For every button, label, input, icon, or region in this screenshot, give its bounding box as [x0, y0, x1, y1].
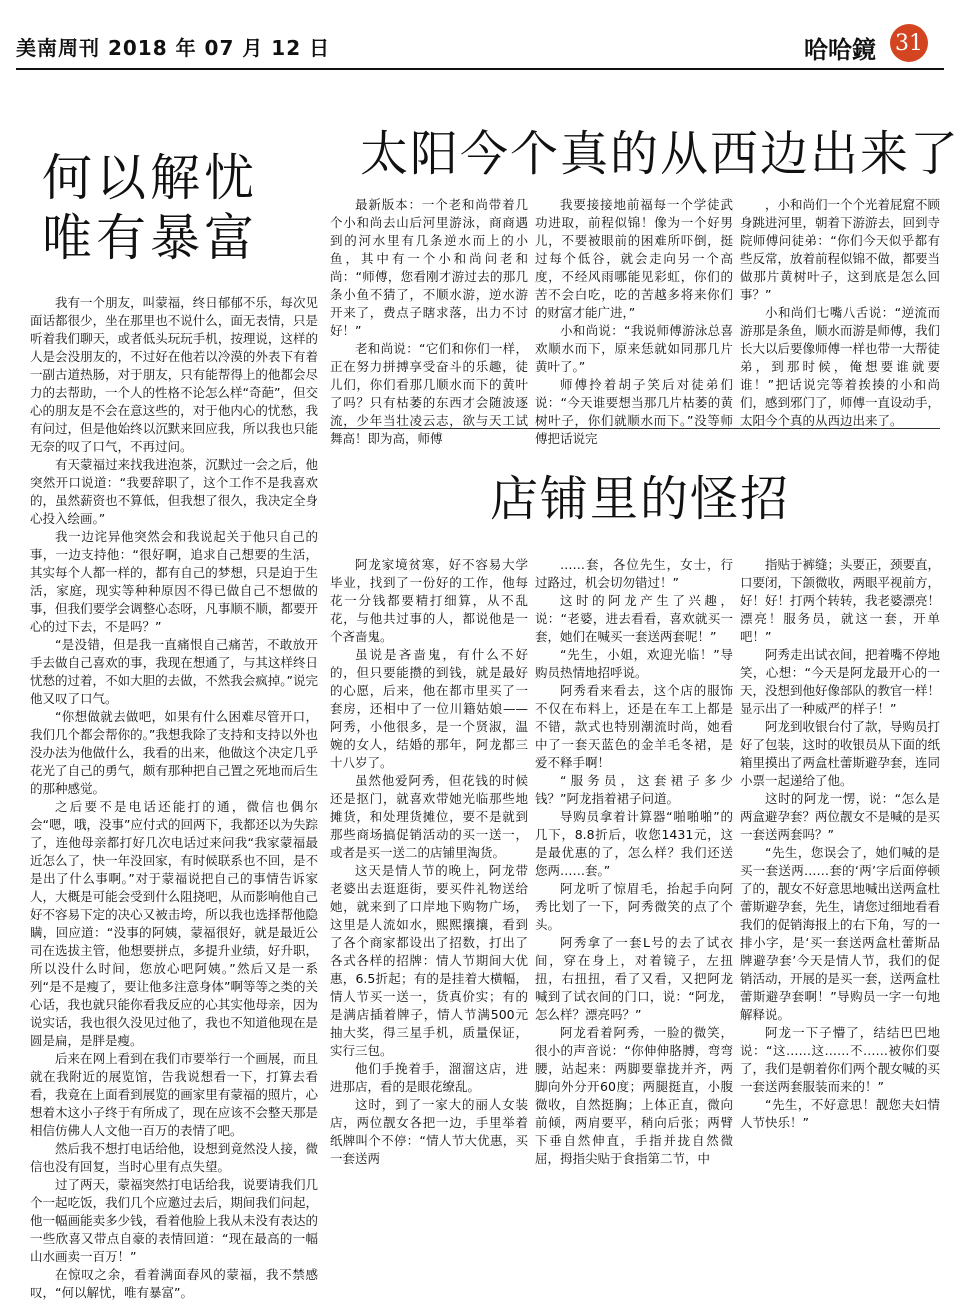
article1-title-line1: 何以解忧 — [42, 149, 258, 207]
paragraph: 阿龙到收银台付了款，导购员打好了包装，这时的收银员从下面的纸箱里摸出了两盒杜蕾斯避孕套，连同小票一起递给了他。 — [740, 719, 941, 788]
article2-col3 — [740, 196, 941, 428]
article3-col1 — [330, 556, 528, 1166]
paragraph: 阿秀走出试衣间，把着嘴不停地笑，心想：“今天是阿龙最开心的一天，没想到他好像部队的教官一样！显示出了一种威严的样子！” — [740, 647, 941, 716]
paragraph: 指贴于裤缝；头要正，颈要直，口要闭，下颌微收，两眼平视前方，好！好！打两个转转，我老婆漂亮！漂亮！服务员，就这一套，开单吧！” — [740, 557, 941, 644]
paragraph: 阿龙一下子懵了，结结巴巴地说：“这……这……不……被你们耍了，我们是朝着你们两个靓女喊的买一套送两套服装而来的！” — [740, 1025, 941, 1094]
paragraph: 后来在网上看到在我们市要举行一个画展，而且就在我附近的展览馆，告我说想看一下，打算去看看，我竟在上面看到展览的画家里有蒙福的照片，心想着木这小子终于有所成了，现在应该不会整天那是相信仿佛人人文他一百万的表情了吧。 — [30, 1051, 318, 1138]
paragraph: 虽然他爱阿秀，但花钱的时候还是抠门，就喜欢带她光临那些地摊货，和处理货摊位，要不是就到那些商场搞促销活动的买一送一，或者是买一送二的店铺里淘货。 — [330, 773, 528, 860]
paragraph: 在惊叹之余，看着满面春风的蒙福，我不禁感叹，“何以解忧，唯有暴富”。 — [30, 1267, 318, 1300]
article3-col3 — [740, 556, 941, 1130]
publication-date: 美南周刊 2018 年 07 月 12 日 — [16, 36, 331, 60]
paragraph: 有天蒙福过来找我进泡茶，沉默过一会之后，他突然开口说道：“我要辞职了，这个工作不是我喜欢的，虽然薪资也不算低，但我想了很久，我决定全身心投入绘画。” — [30, 457, 318, 526]
paragraph: 然后我不想打电话给他，设想到竟然没人接，微信也没有回复，当时心里有点失望。 — [30, 1141, 318, 1174]
paragraph: 我有一个朋友，叫蒙福，终日郁郁不乐，每次见面话都很少，坐在那里也不说什么，面无表情，只是听着我们聊天，或者低头玩玩手机，按理说，这样的人是会没朋友的，不过好在他若以冷漠的外表下有着一副古道热肠，对于朋友，只有能帮得上的他都会尽力的去帮助，一个人的性格不论怎么样“奇葩”，但交心的朋友是不会在意这些的，对于他内心的忧愁，我有问过，但是他始终以沉默来回应我，所以我也只能无奈的叹了口气，不再过问。 — [30, 295, 318, 454]
paragraph: 阿龙看着阿秀，一脸的微笑，很小的声音说：“你伸伸胳膊，弯弯腰，站起来：两脚要靠拢并齐，两脚向外分开60度；两腿挺直，小腹微收，自然挺胸；上体正直，微向前倾，两肩要平，稍向后张；两臂下垂自然伸直，手指并拢自然微屈，拇指尖贴于食指第二节，中 — [535, 1025, 733, 1166]
section-divider — [330, 428, 940, 429]
paragraph: “是没错，但是我一直痛恨自己痛苦，不敢放开手去做自己喜欢的事，我现在想通了，与其这样终日忧愁的过着，不如大胆的去做，不然我会疯掉。”说完他又叹了口气。 — [30, 637, 318, 706]
paragraph: 过了两天，蒙福突然打电话给我，说要请我们几个一起吃饭，我们几个应邀过去后，期间我们问起，他一幅画能卖多少钱，看着他脸上我从未没有表达的一些欣喜又带点自豪的表情回道：“现在最高的一幅山水画卖一百万！” — [30, 1177, 318, 1264]
paragraph: 这时的阿龙一愣，说：“怎么是两盒避孕套？两位靓女不是喊的是买一套送两套吗？” — [740, 791, 941, 842]
paragraph: 阿龙听了惊眉毛，抬起手向阿秀比划了一下，阿秀微笑的点了个头。 — [535, 881, 733, 932]
paragraph: ……套，各位先生，女士，行过路过，机会切勿错过！” — [535, 557, 733, 590]
masthead-rule — [16, 68, 944, 70]
paragraph: “先生，不好意思！靓您夫妇情人节快乐！” — [740, 1097, 940, 1130]
article2-col2 — [535, 196, 733, 446]
paragraph: 最新版本：一个老和尚带着几个小和尚去山后河里游泳，商商遇到的河水里有几条逆水而上的小鱼，其中有一个小和尚问老和尚：“师傅，您看刚才游过去的那几条小鱼不猜了，不顺水游，逆水游开来了，费点子瞎求落，出力不讨好！” — [330, 197, 528, 338]
paragraph: “你想做就去做吧，如果有什么困难尽管开口，我们几个都会帮你的。”我想我除了支持和支持以外也没办法为他做什么，我看的出来，他做这个决定几乎花光了自己的勇气，颇有那种把自己置之死地而后生的那种感觉。 — [30, 709, 318, 796]
paragraph: 他们手挽着手，溜溜这店，进进那店，看的是眼花缭乱。 — [330, 1061, 528, 1094]
paragraph: ，小和尚们一个个光着屁窟不顾身跳进河里，朝着下游游去，回到寺院师傅问徒弟：“你们今天似乎都有些反常，放着前程似锦不做，都要当做那片黄树叶子，这到底是怎么回事？” — [740, 197, 941, 302]
section-title: 哈哈鏡 — [804, 35, 876, 64]
article2-title: 太阳今个真的从西边出来了 — [360, 126, 960, 182]
paragraph: 阿龙家境贫寒，好不容易大学毕业，找到了一份好的工作，他每花一分钱都要精打细算，从不乱花，与他共过事的人，都说他是一个吝啬鬼。 — [330, 557, 528, 644]
article3-col2 — [535, 556, 733, 1166]
paragraph: 这天是情人节的晚上，阿龙带老婆出去逛逛街，要买件礼物送给她，就来到了口岸地下购物广场，这里是人流如水，熙熙攘攘，看到了各个商家都设出了招数，打出了各式各样的招牌：情人节期间大优惠，6.5折起；有的是挂着大横幅，情人节买一送一，货真价实；有的是满店插着牌子，情人节满500元抽大奖，得三星手机，质量保证，实行三包。 — [330, 863, 528, 1058]
article1-headline — [30, 148, 270, 268]
paragraph: 这时，到了一家大的丽人女装店，两位靓女各把一边，手里举着纸牌叫个不停：“情人节大优惠，买一套送两 — [330, 1097, 528, 1166]
paragraph: 导购员拿着计算器“啪啪啪”的几下，8.8折后，收您1431元，这是最优惠的了，怎么样？我们还送您两……套。” — [535, 809, 733, 878]
article1-title-line2: 唯有暴富 — [42, 209, 258, 267]
paragraph: 老和尚说：“它们和你们一样，正在努力拼搏享受奋斗的乐趣，徒儿们，你们看那几顺水而下的黄叶了吗？只有枯萎的东西才会随波逐流，少年当壮凌云志，欲与天工试舞高！即为高，师傅 — [330, 341, 528, 446]
paragraph: 小和尚说：“我说师傅游泳总喜欢顺水而下，原来恁就如同那几片黄叶了。” — [535, 323, 733, 374]
paragraph: 我一边诧异他突然会和我说起关于他只自己的事，一边支持他：“很好啊，追求自己想要的生活，其实每个人都一样的，都有自己的梦想，只是迫于生活，家庭，现实等种种原因不得已做自己不想做的事，但我们要学会调整心态呀，凡事顺不顺，都要开心的过下去，不是吗？” — [30, 529, 318, 634]
paragraph: 阿秀看来看去，这个店的服饰不仅在布料上，还是在车工上都是不错，款式也特别潮流时尚，她看中了一套天蓝色的金羊毛冬裙，是爱不释手啊！ — [535, 683, 733, 770]
article1-body — [30, 294, 318, 1300]
paragraph: 我要接接地前福每一个学徒武功进取，前程似锦！像为一个好男儿，不要被眼前的困难所吓倒，挺过每个低谷，就会走向另一个高度，不经风雨哪能见彩虹，你们的苦不会白吃，吃的苦越多将来你们的财富才能广进，” — [535, 197, 733, 320]
masthead — [16, 24, 944, 66]
paragraph: 这时的阿龙产生了兴趣，说：“老婆，进去看看，喜欢就买一套，她们在喊买一套送两套呢！” — [535, 593, 733, 644]
paragraph: 小和尚们七嘴八舌说：“逆流而游那是条鱼，顺水而游是师傅，我们长大以后要像师傅一样也带一大帮徒弟，到那时候，俺想要谁就要谁！”把话说完等着挨揍的小和尚们，感到邪门了，师傅一直设动手，太阳今个真的从西边出来了。 — [740, 305, 941, 428]
paragraph: 虽说是吝啬鬼，有什么不好的，但只要能攒的到钱，就是最好的心愿，后来，他在都市里买了一套房，还相中了一位川籍姑娘——阿秀，小他很多，是一个贤淑，温婉的女人，结婚的那年，阿龙都三十八岁了。 — [330, 647, 528, 770]
paragraph: “服务员，这套裙子多少钱？”阿龙指着裙子问道。 — [535, 773, 733, 806]
paragraph: “先生，小姐，欢迎光临！”导购员热情地招呼说。 — [535, 647, 733, 680]
article2-col1 — [330, 196, 528, 446]
page-number-badge: 31 — [890, 24, 928, 62]
paragraph: 师傅拎着胡子笑后对徒弟们说：“今天谁要想当那几片枯萎的黄树叶子，你们就顺水而下。”没等师傅把话说完 — [535, 377, 733, 446]
paragraph: 阿秀拿了一套L号的去了试衣间，穿在身上，对着镜子，左扭扭，右扭扭，看了又看，又把阿龙喊到了试衣间的门口，说：“阿龙，怎么样？漂亮吗？” — [535, 935, 733, 1022]
paragraph: 之后要不是电话还能打的通，微信也偶尔会“嗯，哦，没事”应付式的回两下，我都还以为失踪了，连他母亲都打好几次电话过来问我“我家蒙福最近怎么了，快一年没回家，有时候联系也不回，是不是出了什么事啊。”对于蒙福说把自己的事情告诉家人，大概是可能会受到什么阻挠吧，从而影响他自己好不容易下定的决心又被击垮，所以我也选择帮他隐瞒，回应道：“没事的阿姨，蒙福很好，就是最近公司在选拔主管，他想要拼点，多提升业绩，好升职，所以没什么时间，您放心吧阿姨。”然后又是一系列“是不是瘦了，要让他多注意身体”啊等等之类的关心话，我也就只能你看我反应的心其实他母亲，因为说实话，我也很久没见过他了，我也不知道他现在是圆是扁，是胖是瘦。 — [30, 799, 318, 1048]
paragraph: “先生，您误会了，她们喊的是买一套送两……套的‘两’字后面停顿了的，靓女不好意思地喊出送两盒杜蕾斯避孕套，先生，请您过细地看看我们的促销海报上的右下角，写的一排小字，是‘买一套送两盒杜蕾斯品牌避孕套’今天是情人节，我们的促销活动，开展的是买一套，送两盒杜蕾斯避孕套啊！”导购员一字一句地解释说。 — [740, 845, 941, 1022]
article3-title: 店铺里的怪招 — [490, 471, 791, 527]
